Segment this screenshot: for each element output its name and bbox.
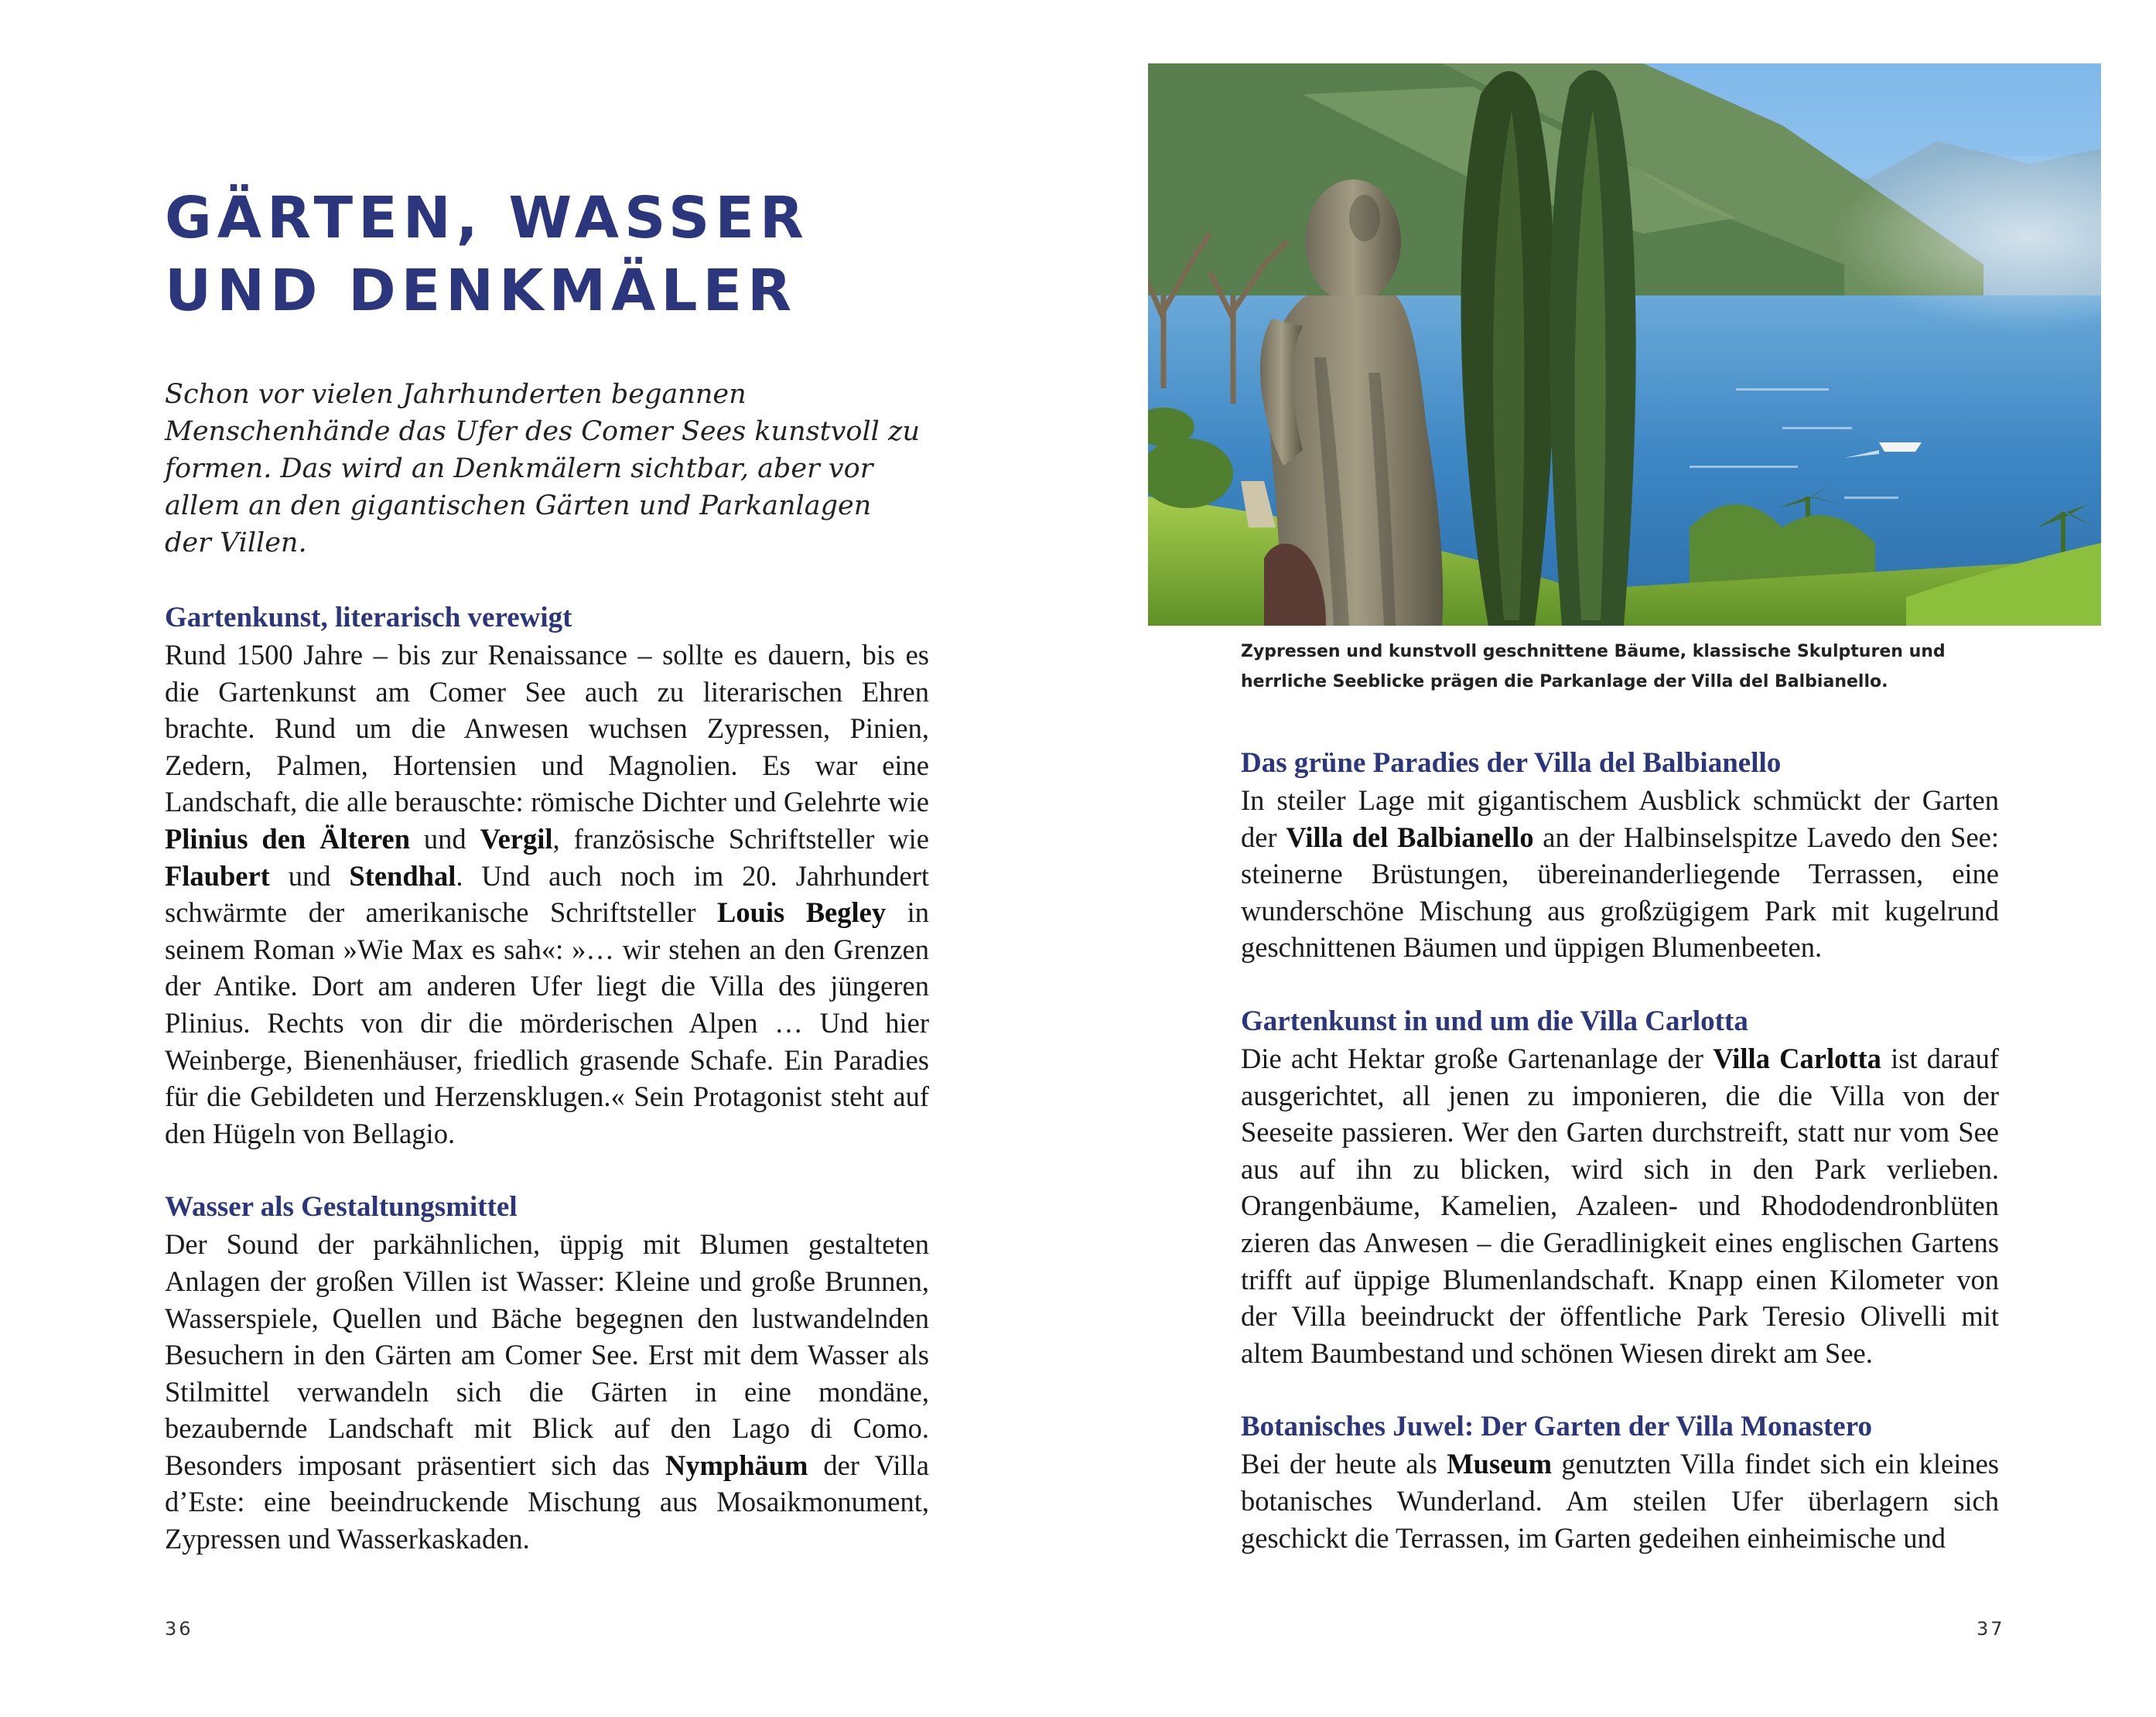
left-text-column [165,599,929,1595]
section-body: Die acht Hektar große Gartenanlage der Villa Carlotta ist darauf ausgerichtet, all jenen zu imponieren, die die Villa von der Seeseite passieren. Wer den Garten durchstreift, statt nur vom See aus auf ihn zu blicken, wird sich in den Park verlieben. Orangenbäume, Kamelien, Azaleen- und Rhododendronblüten zieren das Anwesen – die Geradlinigkeit eines englischen Gartens trifft auf üppige Blumenlandschaft. Knapp einen Kilometer von der Villa beeindruckt der öffentliche Park Teresio Olivelli mit altem Baumbestand und schönen Wiesen direkt am See. [1241,1042,2000,1369]
intro-paragraph: Schon vor vielen Jahrhunderten begannen Menschenhände das Ufer des Comer Sees kunstvoll zu formen. Das wird an Denkmälern sichtbar, aber vor allem an den gigantischen Gärten und Parkanlagen der Villen. [165,379,920,558]
bold-term: Plinius den Älteren [165,822,411,855]
section-body: Rund 1500 Jahre – bis zur Renaissance – sollte es dauern, bis es die Gartenkunst am Comer See auch zu literarischen Ehren brachte. Rund um die Anwesen wuchsen Zypressen, Pinien, Zedern, Palmen, Hortensien und Magnolien. Es war eine Landschaft, die alle berauschte: römische Dichter und Gelehrte wie Plinius den Älteren und Vergil, französische Schriftsteller wie Flaubert und Stendhal. Und auch noch im 20. Jahrhundert schwärmte der amerikanische Schriftsteller Louis Begley in seinem Roman »Wie Max es sah«: »… wir stehen an den Grenzen der Antike. Dort am anderen Ufer liegt die Villa des jüngeren Plinius. Rechts von dir die mörderischen Alpen … Und hier Weinberge, Bienenhäuser, friedlich grasende Schafe. Ein Paradies für die Gebildeten und Herzensklugen.« Sein Protagonist steht auf den Hügeln von Bellagio. [165,639,930,1149]
bold-term: Flaubert [165,859,270,892]
section-heading: Das grüne Paradies der Villa del Balbianello [1241,747,1782,779]
section-body: Bei der heute als Museum genutzten Villa findet sich ein kleines botanisches Wunderland. Am steilen Ufer überlagern sich geschickt die Terrassen, im Garten gedeihen einheimische und [1241,1448,1999,1554]
section-heading: Gartenkunst in und um die Villa Carlotta [1241,1005,1748,1037]
section-villa-balbianello [1241,745,1999,966]
boat [1879,442,1922,452]
bold-term: Vergil [480,822,553,855]
bold-term: Villa Carlotta [1713,1042,1881,1074]
bold-term: Villa del Balbianello [1286,821,1534,853]
section-heading: Wasser als Gestaltungsmittel [165,1191,518,1224]
section-body: In steiler Lage mit gigantischem Ausblick schmückt der Garten der Villa del Balbianello an der Halbinselspitze Lavedo den See: steinerne Brüstungen, übereinanderliegende Terrassen, eine wunderschöne Mischung aus großzügigem Park mit kugelrund geschnittenen Bäumen und üppigen Blumenbeeten. [1241,784,2000,964]
section-body: Der Sound der parkähnlichen, üppig mit Blumen gestalteten Anlagen der großen Villen ist Wasser: Kleine und große Brunnen, Wasserspiele, Quellen und Bäche begegnen den lustwandelnden Besuchern in den Gärten am Comer See. Erst mit dem Wasser als Stilmittel verwandeln sich die Gärten in eine mondäne, bezaubernde Landschaft mit Blick auf den Lago di Como. Besonders imposant präsentiert sich das Nymphäum der Villa d’Este: eine beeindruckende Mischung aus Mosaikmonument, Zypressen und Wasserkaskaden. [165,1228,929,1555]
section-heading: Gartenkunst, literarisch verewigt [165,602,572,633]
section-villa-carlotta [1241,1003,1999,1371]
page-number-right: 37 [1977,1618,2005,1640]
section-villa-monastero [1241,1408,1999,1556]
page-title: GÄRTEN, WASSER UND DENKMÄLER [165,185,809,324]
lake-haze [1612,156,2101,388]
bold-term: Louis Begley [716,896,887,929]
section-heading: Botanisches Juwel: Der Garten der Villa Monastero [1241,1411,1872,1443]
bold-term: Stendhal [349,859,456,892]
section-wasser-gestaltungsmittel [165,1189,929,1557]
lake-como-garden-photo [1148,63,2101,626]
photo-caption: Zypressen und kunstvoll geschnittene Bäume, klassische Skulpturen und herrliche Seeblicke prägen die Parkanlage der Villa del Balbianello. [1241,642,1946,691]
right-text-column [1241,745,1999,1593]
bold-term: Nymphäum [665,1449,808,1481]
section-gartenkunst-literarisch [165,599,929,1152]
page-number-left: 36 [165,1618,193,1640]
bold-term: Museum [1447,1448,1553,1480]
